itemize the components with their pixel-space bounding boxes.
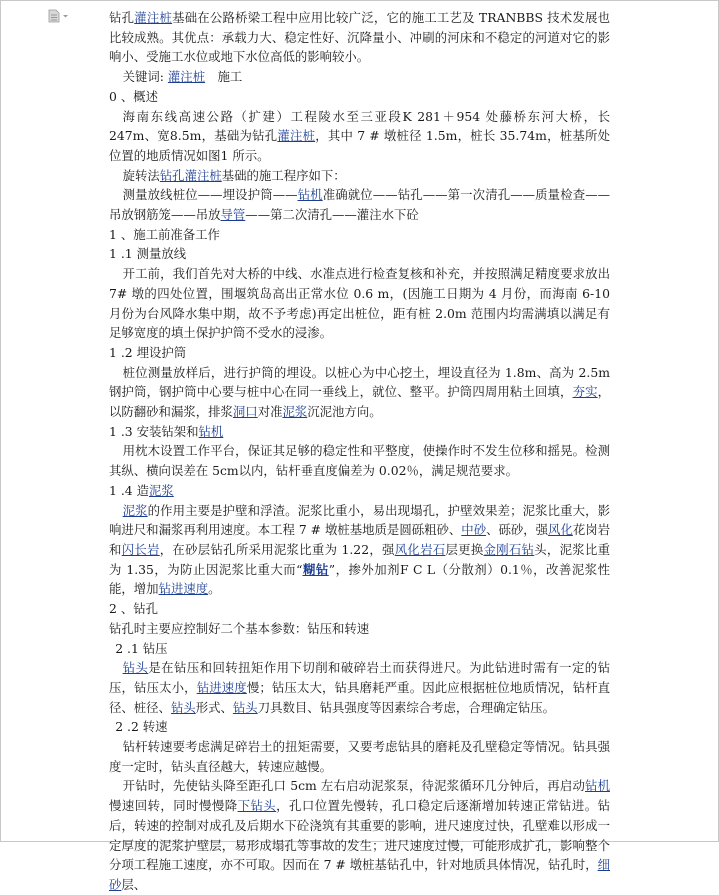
paragraph-drilling-params: 钻孔时主要应控制好二个基本参数：钻压和转速: [109, 620, 370, 636]
link-xiazuantou[interactable]: 下钻头: [237, 798, 277, 814]
paragraph-pressure: 钻头是在钻压和回转扭矩作用下切削和破碎岩土而获得进尺。为此钻进时需有一定的钻压，钻压太小，钻进速度慢；钻压太大，钻具磨耗严重。因此应根据桩位地质情况，钻杆直径、桩径、钻头形式、钻头刀具数目、钻具强度等因素综合考虑，合理确定钻压。: [109, 660, 611, 715]
subsection-heading-1-2: 1 .2 埋设护筒: [109, 344, 187, 360]
paragraph-casing: 桩位测量放样后，进行护筒的埋设。以桩心为中心挖土，埋设直径为 1.8m、高为 2.5m钢护筒，钢护筒中心要与桩中心在同一垂线上，就位、整平。护筒四周用粘土回填，夯实，以防翻砂和漏浆，排浆洞口对准泥浆沉泥池方向。: [109, 364, 611, 420]
paragraph-start-drilling: 开钻时，先使钻头降至距孔口 5cm 左右启动泥浆泵，待泥浆循环几分钟后，再启动钻机慢速回转，同时慢慢降下钻头，孔口位置先慢转，孔口稳定后逐渐增加转速正常钻进。钻后，转速的控制对成孔及后期水下砼浇筑有其重要的影响，进尺速度过快，孔壁难以形成一定厚度的泥浆护壁层，易形成塌孔等事故的发生；进尺速度过慢，可能形成扩孔，影响整个分项工程施工速度，亦不可取。因而在 7 # 墩桩基钻孔中，针对地质具体情况，钻孔时，细砂层、: [109, 778, 611, 892]
link-nijiang-2[interactable]: 泥浆: [148, 482, 174, 498]
link-guanzhuzhuang[interactable]: 灌注桩: [134, 10, 173, 25]
link-zuanjin-sudu-2[interactable]: 钻进速度: [196, 679, 247, 695]
subsection-heading-2-1: 2 .1 钻压: [115, 640, 168, 656]
link-zuantou-2[interactable]: 钻头: [170, 699, 196, 715]
intro-paragraph: 钻孔灌注桩基础在公路桥梁工程中应用比较广泛，它的施工工艺及 TRANBBS 技术发展也比较成熟。其优点：承载力大、稳定性好、沉降量小、冲刷的河床和不稳定的河道对它的影响小、受施工水位或地下水位高低的影响较小。: [109, 10, 611, 65]
document-body: [109, 8, 610, 895]
link-guanzhuzhuang-2[interactable]: 灌注桩: [277, 128, 316, 144]
document-icon[interactable]: [48, 9, 70, 23]
link-keyword-guanzhuzhuang[interactable]: 灌注桩: [167, 69, 206, 85]
link-shanchangyan[interactable]: 闪长岩: [121, 541, 160, 557]
link-zuanjin-sudu[interactable]: 钻进速度: [158, 581, 209, 597]
section-heading-1: 1 、施工前准备工作: [109, 226, 220, 242]
paragraph-survey: 开工前，我们首先对大桥的中线、水准点进行检查复核和补充，并按照满足精度要求放出 7# 墩的四处位置，围堰筑岛高出正常水位 0.6 m，(因施工日期为 4 月份，而海南 6-10 月份为台风降水集中期，故不予考虑)再定出桩位，距有桩 2.0m 范围内均需满填以满足有足够宽度的填土保护护筒不受水的浸渗。: [109, 266, 610, 341]
section-heading-2: 2 、钻孔: [109, 601, 158, 617]
link-zhongsha[interactable]: 中砂: [461, 522, 487, 538]
link-zuankong-guanzhuzhuang[interactable]: 钻孔灌注桩: [159, 167, 222, 183]
subsection-heading-1-1: 1 .1 测量放线: [109, 246, 187, 262]
section-heading-0: 0 、概述: [109, 88, 158, 104]
link-dongkou[interactable]: 洞口: [232, 404, 258, 420]
link-xisha[interactable]: 细砂: [109, 857, 610, 892]
paragraph-rig-install: 用枕木设置工作平台，保证其足够的稳定性和平整度，使操作时不发生位移和摇晃。检测其纵、横向误差在 5cm以内，钻杆垂直度偏差为 0.02％，满足规范要求。: [109, 443, 610, 479]
link-zuantou-3[interactable]: 钻头: [232, 699, 258, 715]
keywords-line: 关键词: 灌注桩 施工: [122, 69, 243, 85]
link-jingangshi-zuan[interactable]: 金刚石钻: [483, 541, 535, 557]
link-huzuan[interactable]: 糊钻: [302, 561, 329, 577]
link-zuanji-2[interactable]: 钻机: [198, 423, 224, 439]
link-fenghua-yanshi[interactable]: 风化岩石: [394, 541, 446, 557]
subsection-heading-1-4: 1 .4 造泥浆: [109, 482, 174, 498]
link-zuanji-3[interactable]: 钻机: [585, 778, 610, 794]
subsection-heading-1-3: 1 .3 安装钻架和钻机: [109, 423, 224, 439]
link-hangshi[interactable]: 夯实: [572, 384, 598, 400]
link-zuantou[interactable]: 钻头: [122, 660, 149, 676]
link-daoguan[interactable]: 导管: [220, 207, 246, 223]
subsection-heading-2-2: 2 .2 转速: [115, 719, 168, 735]
link-fenghua[interactable]: 风化: [548, 522, 573, 538]
paragraph-speed: 钻杆转速要考虑满足碎岩土的扭矩需要，又要考虑钻具的磨耗及孔壁稳定等情况。钻具强度一定时，钻头直径越大，转速应越慢。: [109, 739, 610, 774]
link-nijiang[interactable]: 泥浆: [282, 404, 308, 420]
link-nijiang-3[interactable]: 泥浆: [122, 502, 148, 518]
paragraph-overview: 海南东线高速公路（扩建）工程陵水至三亚段K 281＋954 处藤桥东河大桥，长 247m、宽8.5m，基础为钻孔灌注桩，其中 7 # 墩桩径 1.5m，桩长 35.74m，桩基所处位置的地质情况如图1 所示。: [109, 108, 610, 163]
link-zuanji[interactable]: 钻机: [297, 187, 323, 203]
paragraph-mud: 泥浆的作用主要是护壁和浮渣。泥浆比重小，易出现塌孔，护壁效果差；泥浆比重大，影响进尺和漏浆再利用速度。本工程 7 # 墩桩基地质是圆砾粗砂、中砂、砾砂，强风化花岗岩和闪长岩，在砂层钻孔所采用泥浆比重为 1.22，强风化岩石层更换金刚石钻头，泥浆比重为 1.35，为防止因泥浆比重大而“糊钻”，掺外加剂F C L（分散剂）0.1％，改善泥浆性能，增加钻进速度。: [109, 502, 611, 597]
paragraph-procedure-intro: 旋转法钻孔灌注桩基础的施工程序如下：: [122, 167, 346, 183]
paragraph-procedure-steps: 测量放线桩位——埋设护筒——钻机准确就位——钻孔——第一次清孔——质量检查——吊放钢筋笼——吊放导管——第二次清孔——灌注水下砼: [109, 187, 611, 223]
